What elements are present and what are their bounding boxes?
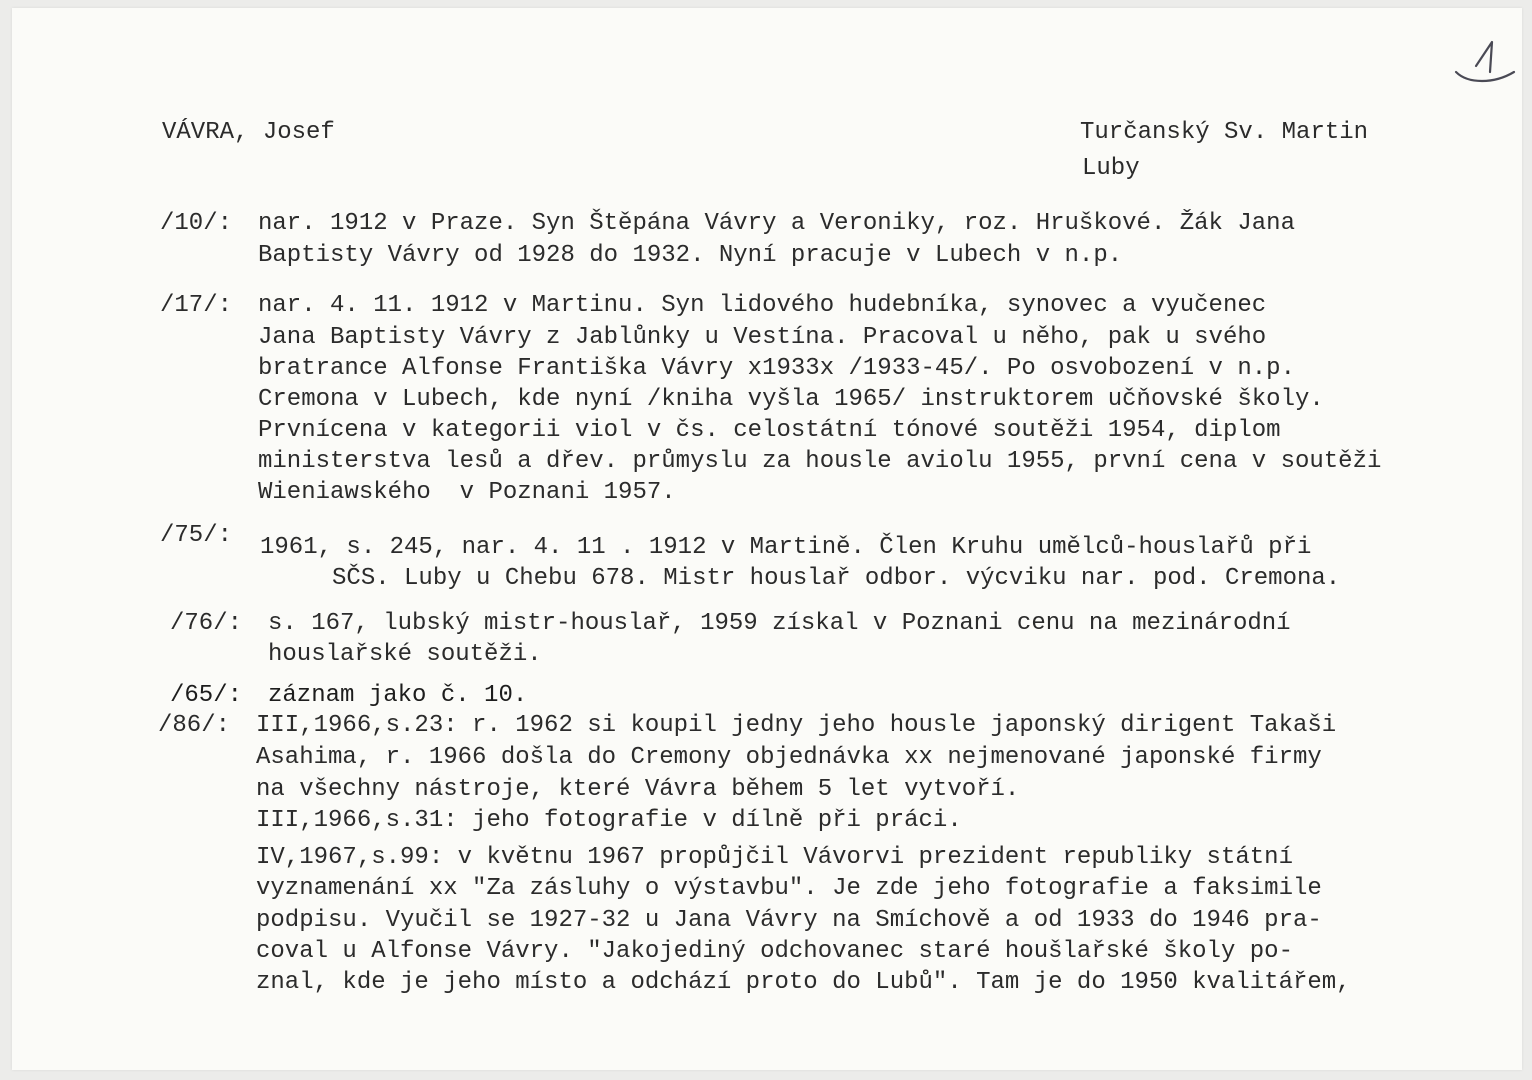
entry-ref: /17/: <box>160 292 233 319</box>
entry-line: III,1966,s.23: r. 1962 si koupil jedny jeho housle japonský dirigent Takaši <box>256 712 1337 739</box>
entry-line: podpisu. Vyučil se 1927-32 u Jana Vávry na Smíchově a od 1933 do 1946 pra- <box>256 907 1322 934</box>
entry-line: bratrance Alfonse Františka Vávry x1933x /1933-45/. Po osvobození v n.p. <box>258 355 1295 382</box>
entry-line: vyznamenání xx "Za zásluhy o výstavbu". Je zde jeho fotografie a faksimile <box>256 875 1322 902</box>
entry-line: Cremona v Lubech, kde nyní /kniha vyšla 1965/ instruktorem učňovské školy. <box>258 386 1324 413</box>
entry-line: Jana Baptisty Vávry z Jablůnky u Vestína. Pracoval u něho, pak u svého <box>258 324 1267 351</box>
entry-ref: /10/: <box>160 210 233 237</box>
entry-line: Wieniawského v Poznani 1957. <box>258 479 676 506</box>
entry-line: znal, kde je jeho místo a odchází proto do Lubů". Tam je do 1950 kvalitářem, <box>256 969 1351 996</box>
entry-line: Baptisty Vávry od 1928 do 1932. Nyní pracuje v Lubech v n.p. <box>258 242 1123 269</box>
entry-line: 1961, s. 245, nar. 4. 11 . 1912 v Martině. Člen Kruhu umělců-houslařů při <box>260 534 1312 561</box>
entry-line: coval u Alfonse Vávry. "Jakojediný odchovanec staré houšlařské školy po- <box>256 938 1293 965</box>
entry-line: Prvnícena v kategorii viol v čs. celostátní tónové soutěži 1954, diplom <box>258 417 1281 444</box>
entry-ref: /76/: <box>170 610 243 637</box>
entry-line: houslařské soutěži. <box>268 641 542 668</box>
header-residence: Luby <box>1082 155 1140 182</box>
header-name: VÁVRA, Josef <box>162 119 335 146</box>
entry-line: SČS. Luby u Chebu 678. Mistr houslař odbor. výcviku nar. pod. Cremona. <box>260 565 1341 592</box>
page-number-text: 1 <box>1490 66 1491 67</box>
entry-ref: /65/: <box>170 682 243 709</box>
entry-ref: /75/: <box>160 522 233 549</box>
entry-ref: /86/: <box>158 712 231 739</box>
entry-line: ministerstva lesů a dřev. průmyslu za housle aviolu 1955, první cena v soutěži <box>258 448 1382 475</box>
entry-line: Asahima, r. 1966 došla do Cremony objednávka xx nejmenované japonské firmy <box>256 744 1322 771</box>
entry-line: nar. 1912 v Praze. Syn Štěpána Vávry a Veroniky, roz. Hruškové. Žák Jana <box>258 210 1295 237</box>
document-page <box>12 8 1522 1070</box>
entry-line: IV,1967,s.99: v květnu 1967 propůjčil Vávorvi prezident republiky státní <box>256 844 1293 871</box>
entry-line: III,1966,s.31: jeho fotografie v dílně při práci. <box>256 807 962 834</box>
header-place: Turčanský Sv. Martin <box>1080 119 1369 146</box>
entry-line: nar. 4. 11. 1912 v Martinu. Syn lidového hudebníka, synovec a vyučenec <box>258 292 1267 319</box>
entry-line: na všechny nástroje, které Vávra během 5 let vytvoří. <box>256 776 1020 803</box>
entry-line: záznam jako č. 10. <box>268 682 528 709</box>
handwritten-page-number <box>1450 36 1520 90</box>
entry-line: s. 167, lubský mistr-houslař, 1959 získal v Poznani cenu na mezinárodní <box>268 610 1291 637</box>
